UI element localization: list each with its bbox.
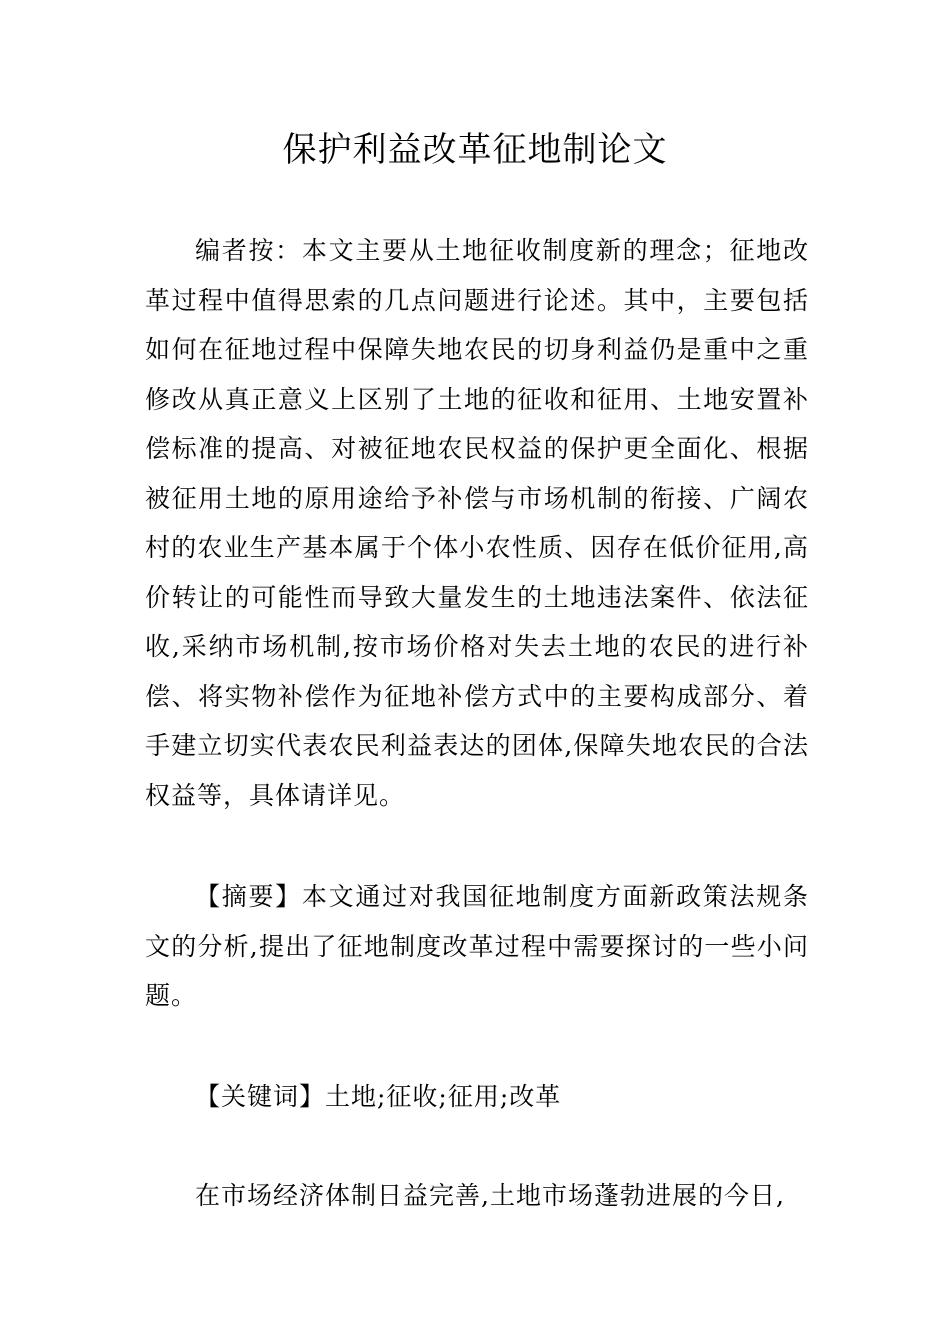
document-title: 保护利益改革征地制论文 bbox=[282, 130, 668, 170]
body-paragraph: 在市场经济体制日益完善,土地市场蓬勃进展的今日, bbox=[195, 1181, 785, 1210]
abstract-paragraph: 【摘要】本文通过对我国征地制度方面新政策法规条文的分析,提出了征地制度改革过程中需要探讨的一些小问题。 bbox=[145, 882, 809, 1010]
keywords-paragraph: 【关键词】土地;征收;征用;改革 bbox=[195, 1082, 562, 1111]
editor-note-paragraph: 编者按：本文主要从土地征收制度新的理念；征地改革过程中值得思索的几点问题进行论述。其中，主要包括如何在征地过程中保障失地农民的切身利益仍是重中之重修改从真正意义上区别了土地的征收和征用、土地安置补偿标准的提高、对被征地农民权益的保护更全面化、根据被征用土地的原用途给予补偿与市场机制的衔接、广阔农村的农业生产基本属于个体小农性质、因存在低价征用,高价转让的可能性而导致大量发生的土地违法案件、依法征收,采纳市场机制,按市场价格对失去土地的农民的进行补偿、将实物补偿作为征地补偿方式中的主要构成部分、着手建立切实代表农民利益表达的团体,保障失地农民的合法权益等，具体请详见。 bbox=[145, 236, 809, 810]
